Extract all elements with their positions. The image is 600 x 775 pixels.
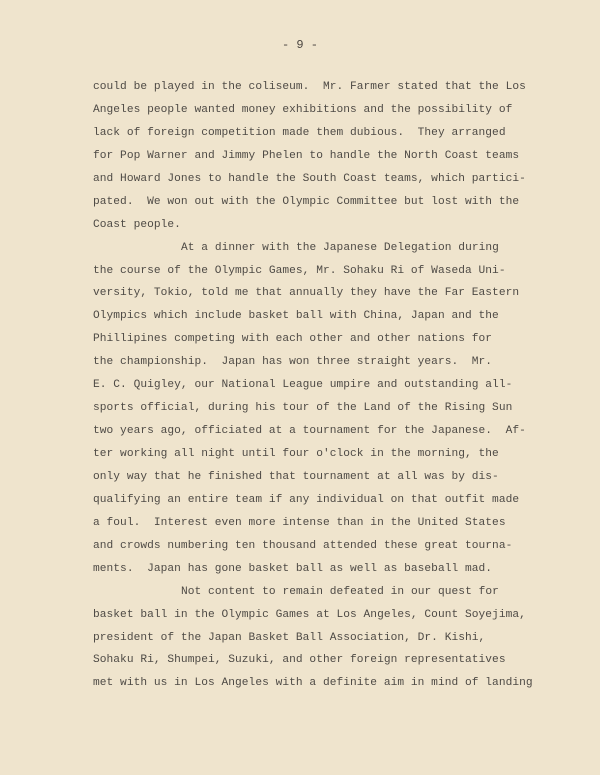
text-line: ments. Japan has gone basket ball as well as baseball mad. — [93, 562, 493, 575]
text-line: versity, Tokio, told me that annually they have the Far Eastern — [93, 287, 520, 300]
text-line: and crowds numbering ten thousand attended these great tourna- — [93, 539, 513, 552]
text-line: Not content to remain defeated in our quest for — [181, 585, 499, 598]
text-line: Olympics which include basket ball with China, Japan and the — [93, 310, 499, 323]
typed-text-body — [93, 76, 533, 695]
text-line: the championship. Japan has won three straight years. Mr. — [93, 356, 493, 369]
text-line: met with us in Los Angeles with a definite aim in mind of landing — [93, 677, 533, 690]
text-line: a foul. Interest even more intense than in the United States — [93, 516, 506, 529]
text-line: Coast people. — [93, 218, 181, 231]
text-line: lack of foreign competition made them dubious. They arranged — [93, 126, 506, 139]
text-line: only way that he finished that tournament at all was by dis- — [93, 470, 499, 483]
text-line: could be played in the coliseum. Mr. Farmer stated that the Los — [93, 81, 526, 93]
text-line: ter working all night until four o'clock in the morning, the — [93, 448, 499, 460]
text-line: two years ago, officiated at a tournament for the Japanese. Af- — [93, 425, 526, 438]
text-line: Phillipines competing with each other and other nations for — [93, 333, 493, 346]
text-line: pated. We won out with the Olympic Committee but lost with the — [93, 195, 520, 208]
text-line: E. C. Quigley, our National League umpire and outstanding all- — [93, 379, 513, 392]
text-line: for Pop Warner and Jimmy Phelen to handle the North Coast teams — [93, 149, 520, 162]
text-line: the course of the Olympic Games, Mr. Sohaku Ri of Waseda Uni- — [93, 264, 506, 277]
text-line: Angeles people wanted money exhibitions and the possibility of — [93, 103, 513, 116]
text-line: president of the Japan Basket Ball Association, Dr. Kishi, — [93, 631, 486, 644]
text-line: sports official, during his tour of the Land of the Rising Sun — [93, 402, 513, 415]
text-line: qualifying an entire team if any individual on that outfit made — [93, 493, 520, 506]
text-line: basket ball in the Olympic Games at Los Angeles, Count Soyejima, — [93, 608, 526, 621]
text-line: Sohaku Ri, Shumpei, Suzuki, and other foreign representatives — [93, 654, 506, 667]
page-number: - 9 - — [281, 38, 318, 52]
text-line: and Howard Jones to handle the South Coast teams, which partici- — [93, 172, 526, 185]
text-line: At a dinner with the Japanese Delegation during — [181, 241, 499, 254]
